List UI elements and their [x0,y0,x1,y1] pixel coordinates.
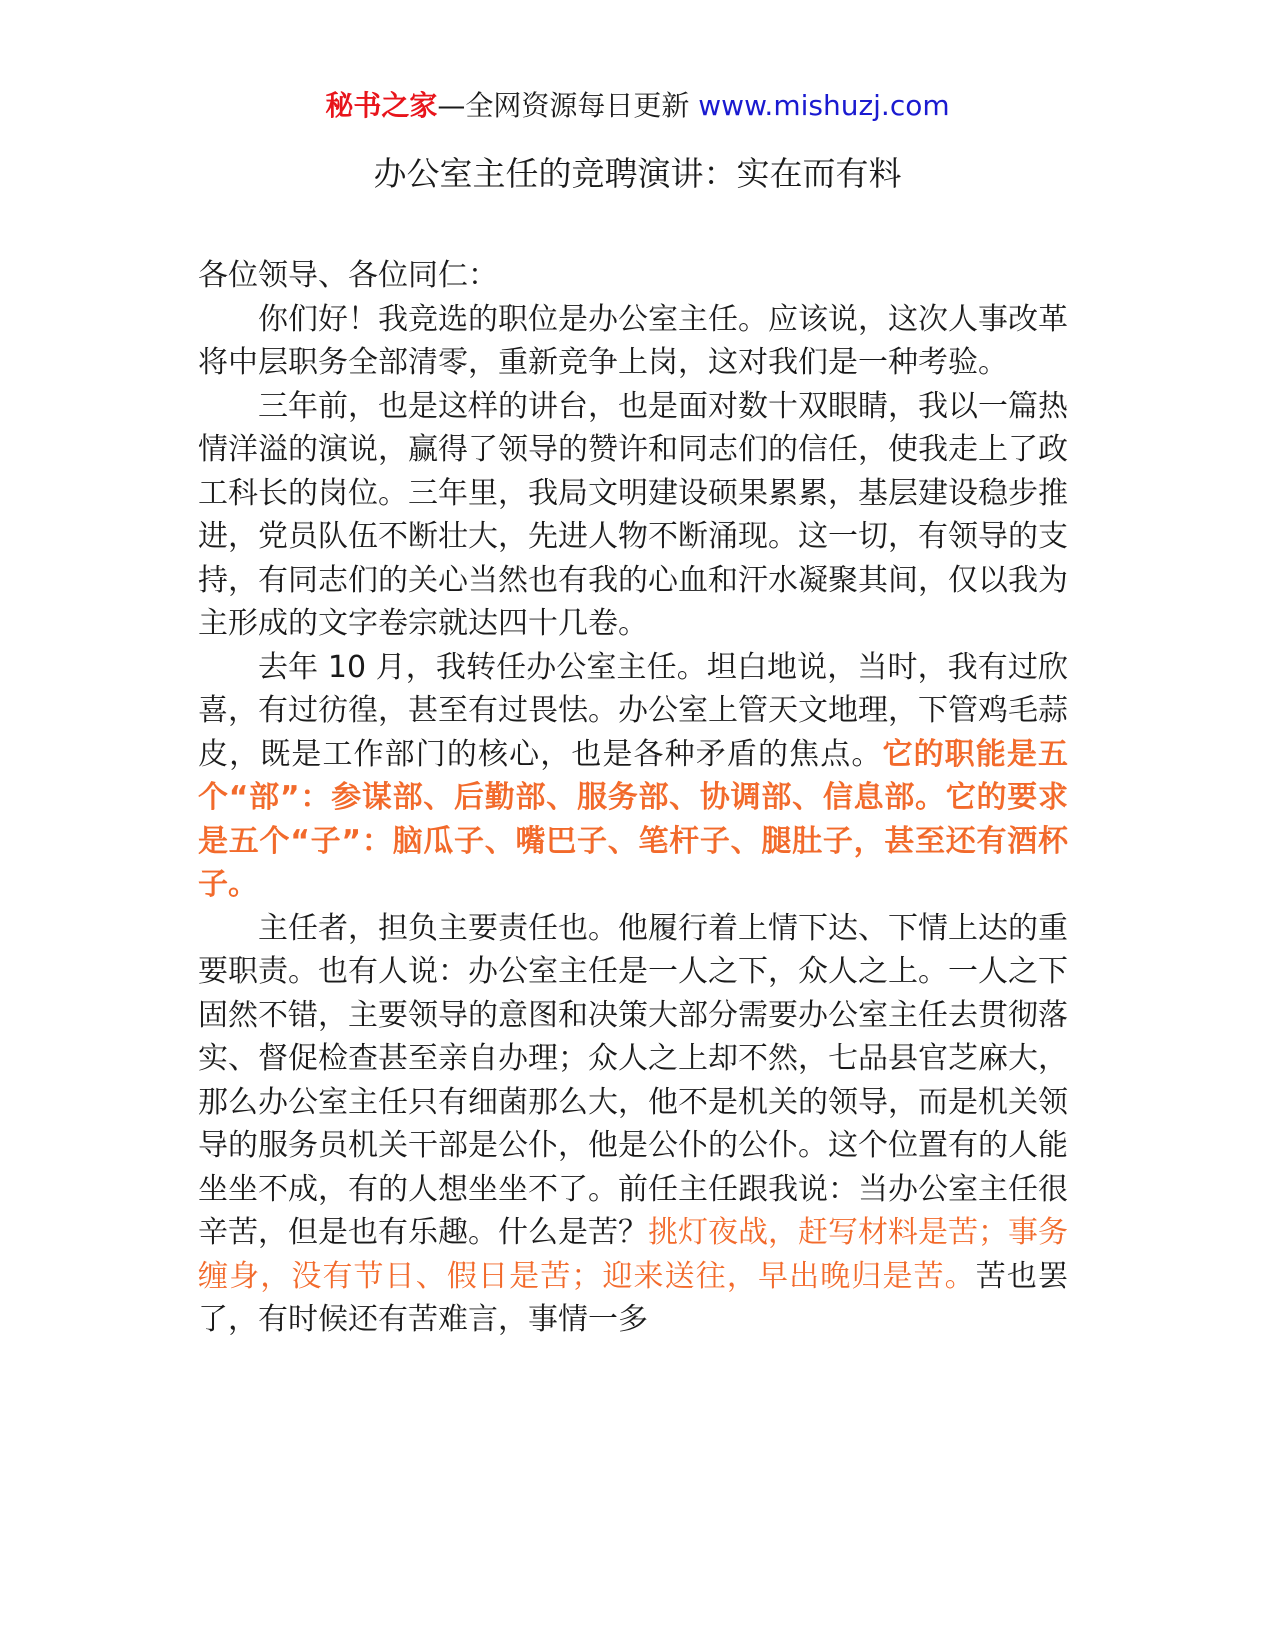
document-body [198,254,1068,1342]
paragraph-4 [198,907,1068,1342]
paragraph-2: 三年前，也是这样的讲台，也是面对数十双眼睛，我以一篇热情洋溢的演说，赢得了领导的赞许和同志们的信任，使我走上了政工科长的岗位。三年里，我局文明建设硕果累累，基层建设稳步推进，党员队伍不断壮大，先进人物不断涌现。这一切，有领导的支持，有同志们的关心当然也有我的心血和汗水凝聚其间，仅以我为主形成的文字卷宗就达四十几卷。 [198,388,1068,641]
paragraph-1: 你们好！我竞选的职位是办公室主任。应该说，这次人事改革将中层职务全部清零，重新竞争上岗，这对我们是一种考验。 [198,301,1068,380]
document-title: 办公室主任的竞聘演讲：实在而有料 [373,154,902,193]
brand-name: 秘书之家 [325,89,438,122]
paragraph-3-text: 去年 10 月，我转任办公室主任。坦白地说，当时，我有过欣喜，有过彷徨，甚至有过畏怯。办公室上管天文地理，下管鸡毛蒜皮，既是工作部门的核心，也是各种矛盾的焦点。 [198,649,1068,772]
paragraph-3 [198,646,1068,907]
paragraph-4-highlight: 挑灯夜战，赶写材料是苦；事务缠身，没有节日、假日是苦；迎来送往，早出晚归是苦。 [198,1215,1068,1294]
paragraph-4-text: 主任者，担负主要责任也。他履行着上情下达、下情上达的重要职责。也有人说：办公室主任是一人之下，众人之上。一人之下固然不错，主要领导的意图和决策大部分需要办公室主任去贯彻落实、督促检查甚至亲自办理；众人之上却不然，七品县官芝麻大，那么办公室主任只有细菌那么大，他不是机关的领导，而是机关领导的服务员机关干部是公仆，他是公仆的公仆。这个位置有的人能坐坐不成，有的人想坐坐不了。前任主任跟我说：当办公室主任很辛苦，但是也有乐趣。什么是苦？ [198,910,1068,1250]
site-tagline: —全网资源每日更新 [437,89,699,122]
paragraph-3-highlight: 它的职能是五个“部”：参谋部、后勤部、服务部、协调部、信息部。它的要求是五个“子”：脑瓜子、嘴巴子、笔杆子、腿肚子，甚至还有酒杯子。 [198,736,1069,902]
salutation: 各位领导、各位同仁： [198,258,498,293]
paragraph-4-tail: 苦也罢了，有时候还有苦难言，事情一多 [198,1258,1069,1337]
site-url-link[interactable]: www.mishuzj.com [698,89,950,122]
site-header [0,86,1275,126]
